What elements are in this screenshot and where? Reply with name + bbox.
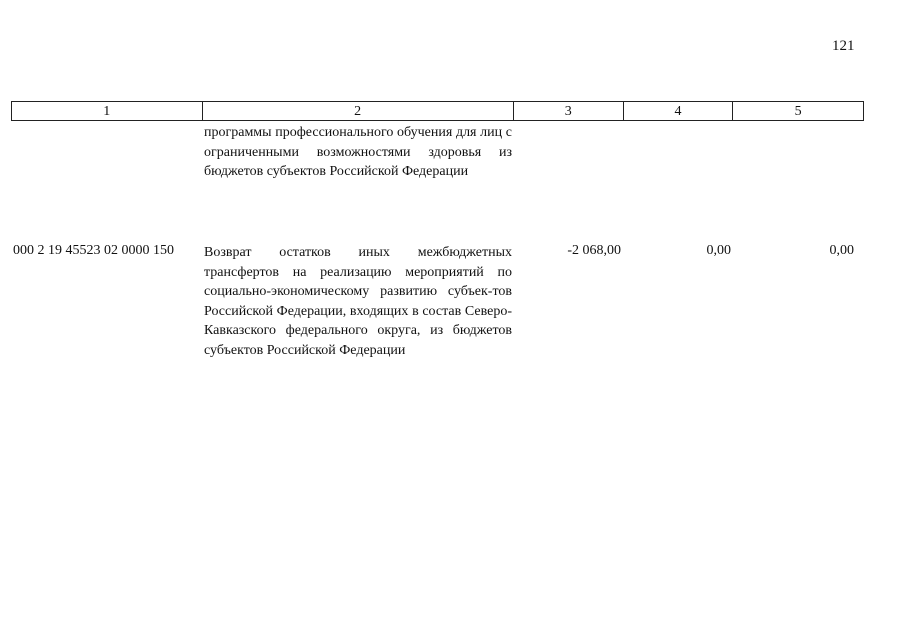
row-budget-code: 000 2 19 45523 02 0000 150: [13, 243, 174, 258]
column-header-2: 2: [203, 102, 514, 120]
column-header-1: 1: [12, 102, 203, 120]
continued-description-text: программы профессионального обучения для лиц с ограниченными возможностями здоровья из бюджетов субъектов Российской Федерации: [204, 125, 512, 179]
page-number: 121: [832, 38, 855, 54]
table-column-header-row: [11, 101, 864, 121]
row-value-col4: 0,00: [706, 243, 731, 258]
column-header-4: 4: [624, 102, 734, 120]
column-header-5: 5: [794, 104, 802, 119]
row-value-col5: 0,00: [829, 243, 854, 258]
row-description: Возврат остатков иных межбюджетных трансфертов на реализацию мероприятий по социально-экономическому развитию субъек-тов Российской Федерации, входящих в состав Северо-Кавказского федерального округа, из бюджетов субъектов Российской Федерации: [204, 245, 512, 358]
row-value-col3: -2 068,00: [567, 243, 621, 258]
column-header-3: 3: [514, 102, 624, 120]
